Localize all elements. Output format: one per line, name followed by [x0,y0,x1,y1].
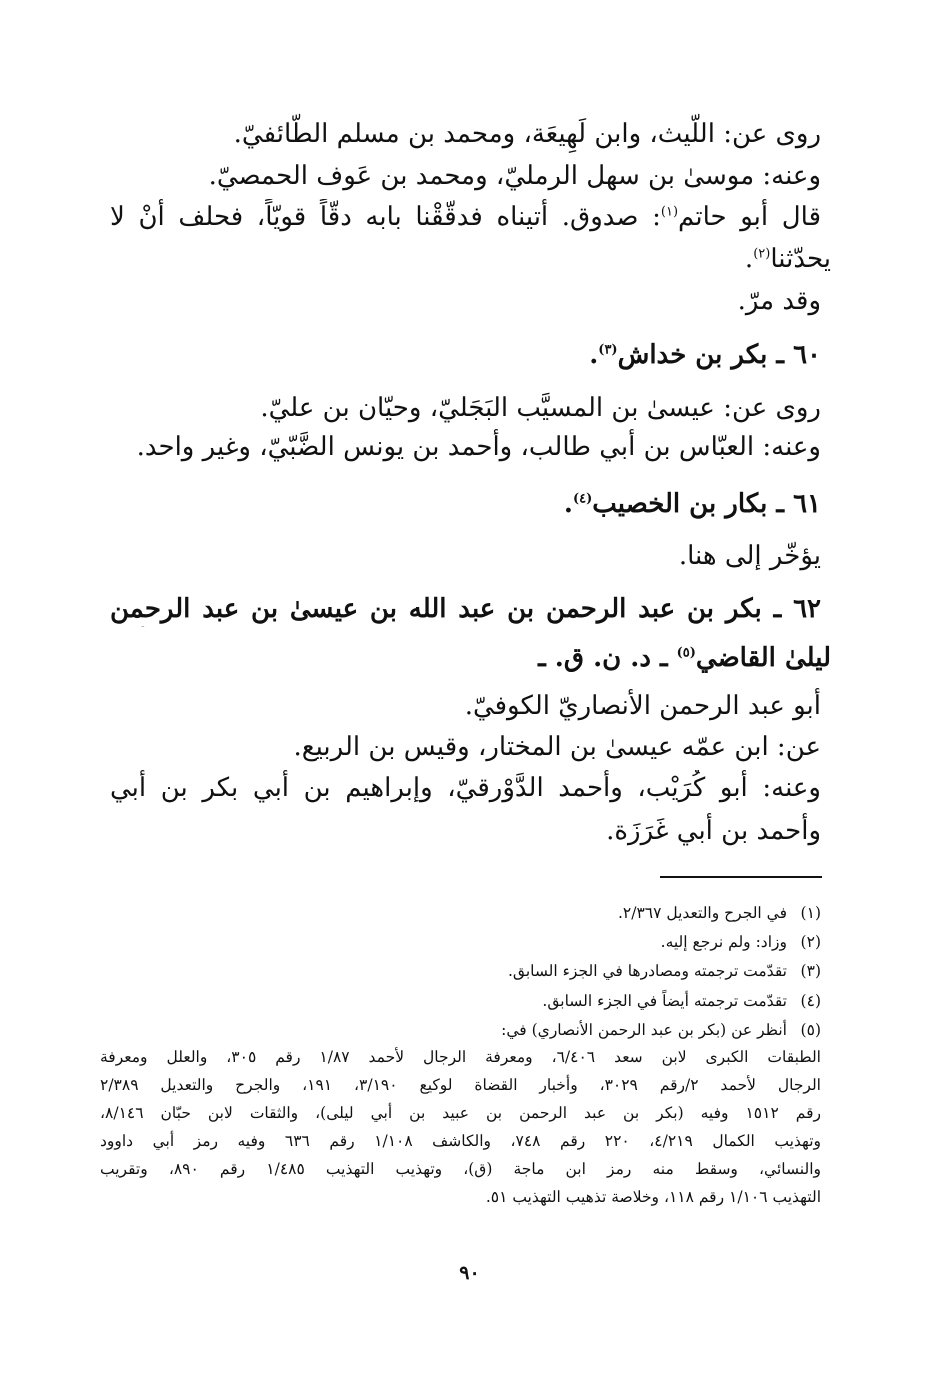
entry-62-to-line-cont: وأحمد بن أبي غَرَزَة. [606,816,821,846]
footnote-ref-2[interactable]: (٢) [753,246,771,262]
narrators-from-line: روى عن: اللّيث، وابن لَهِيعَة، ومحمد بن مسلم الطّائفيّ. [233,119,821,149]
continuation-line: يحدّثنا$^{(٢)}$. [744,244,831,274]
entry-62-heading-line1: ٦٢ ـ بكر بن عبد الرحمن بن عبد الله بن عيسىٰ بن عبد الرحمن [110,594,821,624]
entry-60-from-line: روى عن: عيسىٰ بن المسيَّب البَجَليّ، وحيّان بن عليّ. [260,393,821,423]
footnote-5-source-line: التهذيب ١/١٠٦ رقم ١١٨، وخلاصة تذهيب التهذيب ٥١. [485,1188,821,1206]
footnote-ref-1[interactable]: (١) [660,204,679,220]
entry-62-from-line: عن: ابن عمّه عيسىٰ بن المختار، وقيس بن الربيع. [293,732,821,762]
entry-60-to-line: وعنه: العبّاس بن أبي طالب، وأحمد بن يونس الضَّبّيّ، وغير واحد. [136,432,821,462]
footnote-4: (٤)تقدّمت ترجمته أيضاً في الجزء السابق. [542,992,821,1010]
cross-ref-line: وقد مرّ. [737,286,821,316]
entry-62-kunya-line: أبو عبد الرحمن الأنصاريّ الكوفيّ. [464,691,821,721]
entry-62-heading-line2: ليلىٰ القاضي$^{(٥)}$ ـ د. ن. ق. ـ [538,643,831,673]
footnote-5-source-line: الرجال لأحمد ٢/رقم ٣٠٢٩، وأخبار القضاة لوكيع ٣/١٩٠، ١٩١، والجرح والتعديل ٢/٣٨٩ [100,1076,821,1094]
narrators-to-line: وعنه: موسىٰ بن سهل الرمليّ، ومحمد بن عَوف الحمصيّ. [208,161,821,191]
entry-61-note: يؤخّر إلى هنا. [678,541,821,571]
footnote-5-source-line: وتهذيب الكمال ٤/٢١٩، ٢٢٠ رقم ٧٤٨، والكاشف ١/١٠٨ رقم ٦٣٦ وفيه رمز أبي داوود [100,1132,821,1150]
entry-60-heading: ٦٠ ـ بكر بن خداش$^{(٣)}$. [589,340,821,370]
page-number: ٩٠ [459,1262,480,1284]
footnote-5: (٥)أنظر عن (بكر بن عبد الرحمن الأنصاري) في: [501,1021,821,1039]
footnote-ref-4[interactable]: (٤) [572,491,593,507]
footnote-5-source-line: رقم ١٥١٢ وفيه (بكر بن عبد الرحمن بن عبيد بن أبي ليلى)، والثقات لابن حبّان ٨/١٤٦، [100,1104,821,1122]
footnote-5-source-line: الطبقات الكبرى لابن سعد ٦/٤٠٦، ومعرفة الرجال لأحمد ١/٨٧ رقم ٣٠٥، والعلل ومعرفة [100,1048,821,1066]
entry-61-heading: ٦١ ـ بكار بن الخصيب$^{(٤)}$. [563,489,821,519]
abu-hatim-line: قال أبو حاتم$^{(١)}$: صدوق. أتيناه فدقّقْنا بابه دقّاً قويّاً، فحلف أنْ لا [110,202,821,232]
footnote-ref-5[interactable]: (٥) [676,645,696,661]
entry-62-to-line: وعنه: أبو كُرَيْب، وأحمد الدَّوْرقيّ، وإبراهيم بن أبي بكر بن أبي [110,773,821,803]
footnote-ref-3[interactable]: (٣) [598,342,618,358]
footnote-1: (١)في الجرح والتعديل ٢/٣٦٧. [617,904,821,922]
footnote-3: (٣)تقدّمت ترجمته ومصادرها في الجزء السابق. [507,962,821,980]
footnote-2: (٢)وزاد: ولم نرجع إليه. [660,933,821,951]
footnote-5-source-line: والنسائي، وسقط منه رمز ابن ماجة (ق)، وتهذيب التهذيب ١/٤٨٥ رقم ٨٩٠، وتقريب [100,1160,821,1178]
footnote-divider [660,876,822,878]
